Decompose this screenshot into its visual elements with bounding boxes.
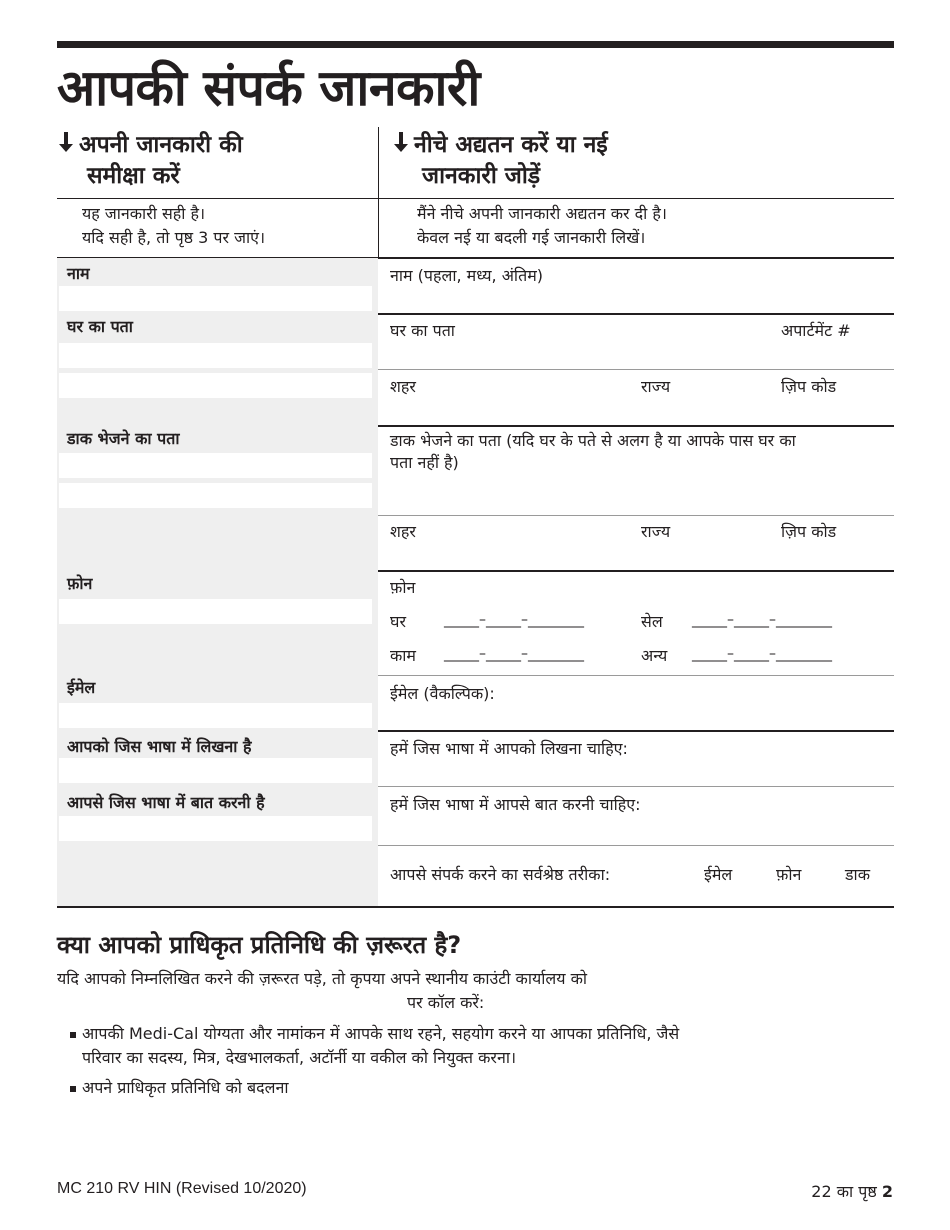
cell-phone-label: सेल: [641, 612, 663, 631]
right-note: मैंने नीचे अपनी जानकारी अद्यतन कर दी है। केवल नई या बदली गई जानकारी लिखें।: [417, 204, 667, 247]
rep-intro-line1: यदि आपको निम्नलिखित करने की ज़रूरत पड़े, तो कृपया अपने स्थानीय काउंटी कार्यालय को: [57, 969, 588, 988]
current-email-value: [59, 703, 372, 728]
current-written-language-value: [59, 758, 372, 783]
new-written-language-field[interactable]: हमें जिस भाषा में आपको लिखना चाहिए:: [390, 739, 628, 758]
rep-bullet-2: अपने प्राधिकृत प्रतिनिधि को बदलना: [70, 1076, 289, 1100]
left-column-header: अपनी जानकारी की समीक्षा करें: [57, 130, 243, 191]
rule: [378, 730, 894, 732]
new-email-field[interactable]: ईमेल (वैकल्पिक):: [390, 684, 495, 703]
rule: [378, 845, 894, 846]
new-spoken-language-field[interactable]: हमें जिस भाषा में आपसे बात करनी चाहिए:: [390, 795, 641, 814]
rule: [378, 515, 894, 516]
rule: [378, 570, 894, 572]
name-label: नाम: [67, 264, 90, 283]
new-mailing-zip-field[interactable]: ज़िप कोड: [781, 522, 837, 541]
written-language-label: आपको जिस भाषा में लिखना है: [67, 737, 252, 756]
cell-phone-input[interactable]: _____–_____–________: [692, 612, 832, 628]
new-name-field[interactable]: नाम (पहला, मध्य, अंतिम): [390, 266, 544, 285]
new-state-field[interactable]: राज्य: [641, 377, 671, 396]
rule: [378, 369, 894, 370]
header-rule: [57, 198, 894, 199]
current-home-address-line2: [59, 373, 372, 398]
work-phone-input[interactable]: _____–_____–________: [444, 646, 584, 662]
other-phone-label: अन्य: [641, 646, 668, 665]
right-column-header: नीचे अद्यतन करें या नई जानकारी जोड़ें: [392, 130, 608, 191]
rule: [378, 425, 894, 427]
current-mailing-address-line1: [59, 453, 372, 478]
page-title: आपकी संपर्क जानकारी: [57, 59, 480, 117]
phone-label: फ़ोन: [67, 574, 93, 593]
contact-option-phone[interactable]: फ़ोन: [776, 865, 802, 884]
bullet-icon: [70, 1032, 76, 1038]
rep-bullet-1: आपकी Medi-Cal योग्यता और नामांकन में आपके साथ रहने, सहयोग करने या आपका प्रतिनिधि, जैसे परिवार का सदस्य, मित्र, देखभालकर्ता, अटॉर्नी या वकील को नियुक्त करना।: [70, 1022, 679, 1070]
page-number: 22 का पृष्ठ 2: [811, 1182, 893, 1201]
down-arrow-icon: [57, 131, 79, 161]
current-spoken-language-value: [59, 816, 372, 841]
new-phone-label: फ़ोन: [390, 578, 416, 597]
rep-intro-line2: पर कॉल करें:: [407, 993, 485, 1012]
rule: [378, 675, 894, 676]
current-home-address-line1: [59, 343, 372, 368]
work-phone-label: काम: [390, 646, 417, 665]
rule: [378, 313, 894, 315]
table-bottom-rule: [57, 906, 894, 908]
bullet-icon: [70, 1086, 76, 1092]
new-home-address-field[interactable]: घर का पता: [390, 321, 455, 340]
left-note: यह जानकारी सही है। यदि सही है, तो पृष्ठ 3 पर जाएं।: [82, 204, 266, 247]
mailing-address-label: डाक भेजने का पता: [67, 429, 180, 448]
current-mailing-address-line2: [59, 483, 372, 508]
top-rule: [57, 41, 894, 48]
home-address-label: घर का पता: [67, 317, 133, 336]
form-id: MC 210 RV HIN (Revised 10/2020): [57, 1180, 307, 1197]
new-zip-field[interactable]: ज़िप कोड: [781, 377, 837, 396]
contact-option-mail[interactable]: डाक: [845, 865, 870, 884]
new-apartment-field[interactable]: अपार्टमेंट #: [781, 321, 851, 340]
email-label: ईमेल: [67, 678, 96, 697]
best-contact-label: आपसे संपर्क करने का सर्वश्रेष्ठ तरीका:: [390, 865, 611, 884]
other-phone-input[interactable]: _____–_____–________: [692, 646, 832, 662]
current-phone-value: [59, 599, 372, 624]
contact-option-email[interactable]: ईमेल: [704, 865, 733, 884]
new-city-field[interactable]: शहर: [390, 377, 416, 396]
home-phone-input[interactable]: _____–_____–________: [444, 612, 584, 628]
column-divider: [378, 127, 379, 258]
spoken-language-label: आपसे जिस भाषा में बात करनी है: [67, 793, 265, 812]
current-name-value: [59, 286, 372, 311]
rule: [378, 786, 894, 787]
new-mailing-state-field[interactable]: राज्य: [641, 522, 671, 541]
rep-heading: क्या आपको प्राधिकृत प्रतिनिधि की ज़रूरत है?: [57, 931, 462, 959]
home-phone-label: घर: [390, 612, 407, 631]
down-arrow-icon: [392, 131, 414, 161]
new-mailing-city-field[interactable]: शहर: [390, 522, 416, 541]
new-mailing-address-field[interactable]: डाक भेजने का पता (यदि घर के पते से अलग है या आपके पास घर का पता नहीं है): [390, 431, 796, 472]
